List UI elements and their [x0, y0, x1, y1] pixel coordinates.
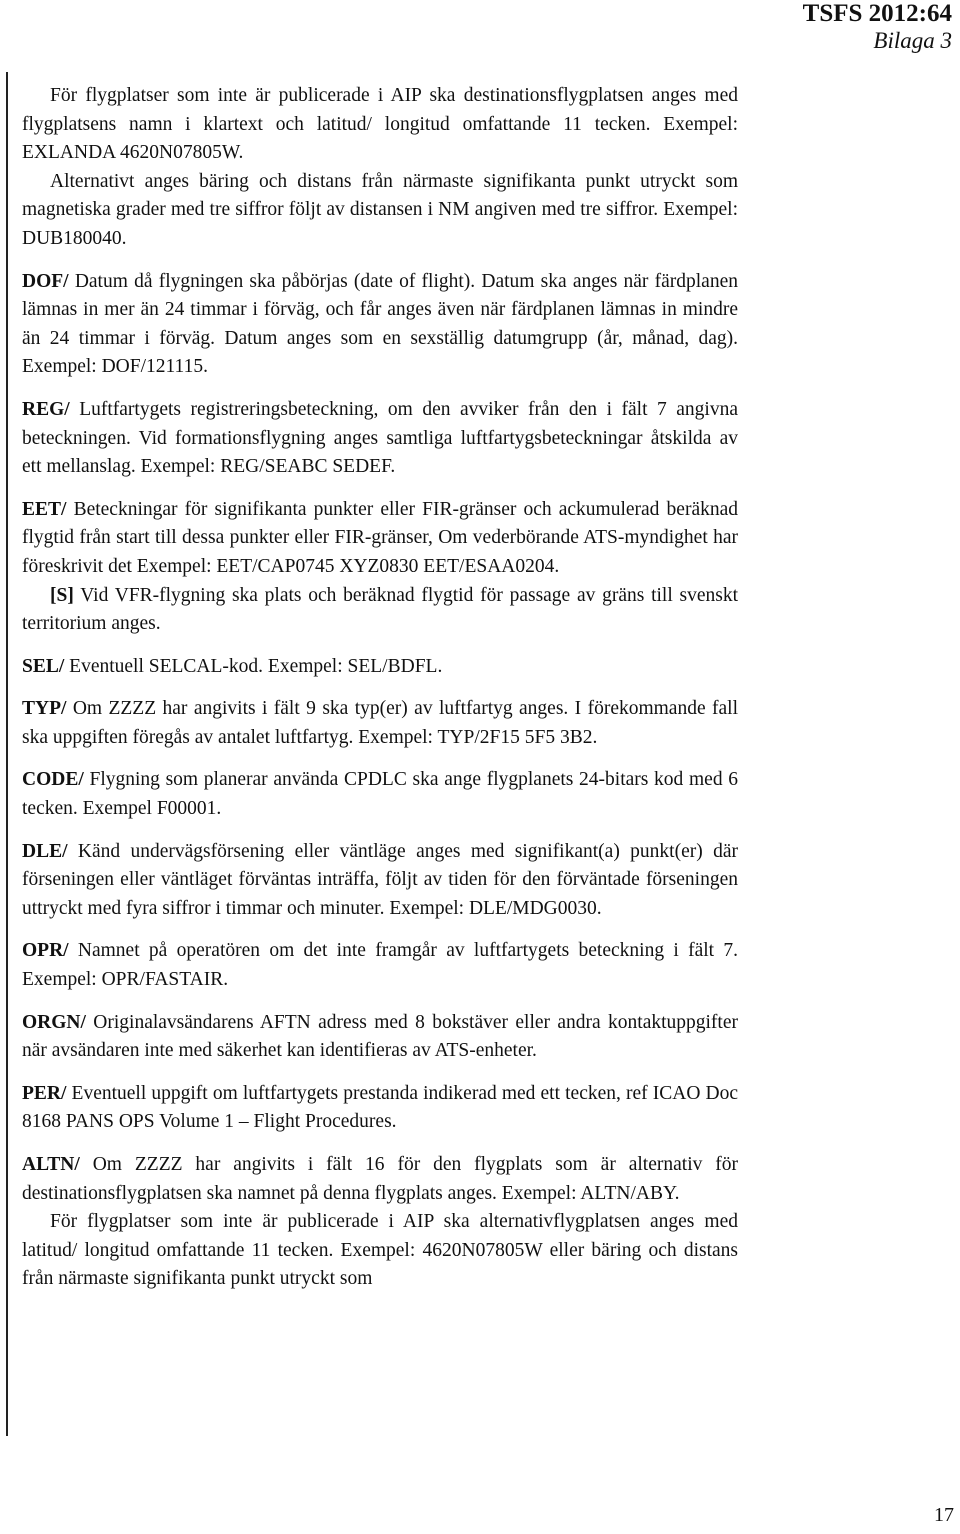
paragraph-text: Eventuell uppgift om luftfartygets prestanda indikerad med ett tecken, ref ICAO Doc 8168 PANS OPS Volume 1 – Flight Procedures.	[22, 1082, 739, 1133]
field-keyword: EET/	[22, 498, 67, 520]
paragraph	[22, 82, 738, 168]
paragraph-text: Känd undervägsförsening eller väntläge anges med signifikant(a) punkt(er) där förseningen eller väntläget förväntas inträffa, följt av tiden för den förväntade förseningen uttryckt med fyra siffror i timmar och minuter. Exempel: DLE/MDG0030.	[22, 840, 738, 919]
paragraph-text: Eventuell SELCAL-kod. Exempel: SEL/BDFL.	[69, 655, 443, 677]
paragraph-text: Luftfartygets registreringsbeteckning, om den avviker från den i fält 7 angivna beteckningen. Vid formationsflygning anges samtliga luftfartygsbeteckningar åtskilda av ett mellanslag. Exempel: REG/SEABC SEDEF.	[22, 398, 738, 478]
paragraph-text: För flygplatser som inte är publicerade i AIP ska destinationsflygplatsen anges med flygplatsens namn i klartext och latitud/ longitud omfattande 11 tecken. Exempel: EXLANDA 4620N07805W.	[22, 85, 738, 164]
field-keyword: REG/	[22, 398, 70, 420]
paragraph	[22, 838, 738, 924]
field-keyword: TYP/	[22, 698, 67, 720]
paragraph	[22, 937, 738, 994]
field-keyword: PER/	[22, 1082, 67, 1104]
field-keyword: DLE/	[22, 840, 68, 862]
paragraph-text: Originalavsändarens AFTN adress med 8 bokstäver eller andra kontaktuppgifter när avsändaren inte med säkerhet kan identifieras av ATS-enheter.	[22, 1011, 738, 1062]
paragraph	[22, 1080, 738, 1137]
paragraph-text: Vid VFR-flygning ska plats och beräknad flygtid för passage av gräns till svenskt territorium anges.	[22, 584, 738, 635]
field-keyword: ALTN/	[22, 1154, 80, 1175]
paragraph-text: För flygplatser som inte är publicerade i AIP ska alternativflygplatsen anges med latitud/ longitud omfattande 11 tecken. Exempel: 4620N07805W eller bäring och distans från närmaste signifikanta punkt utryckt som	[22, 1211, 738, 1290]
document-id: TSFS 2012:64	[802, 0, 952, 27]
field-keyword: SEL/	[22, 655, 65, 677]
paragraph	[22, 1208, 738, 1294]
paragraph-text: Om ZZZZ har angivits i fält 16 för den flygplats som är alternativ för destinationsflygplatsen ska namnet på denna flygplats anges. Exempel: ALTN/ABY.	[22, 1154, 738, 1204]
paragraph-text: Alternativt anges bäring och distans från närmaste signifikanta punkt utryckt som magnetiska grader med tre siffror följt av distansen i NM angiven med tre siffror. Exempel: DUB180040.	[22, 170, 738, 249]
field-keyword: OPR/	[22, 940, 69, 962]
paragraph	[22, 582, 738, 639]
annex-label: Bilaga 3	[873, 28, 952, 53]
paragraph	[22, 766, 738, 823]
page-number: 17	[934, 1504, 954, 1526]
paragraph	[22, 653, 738, 682]
paragraph	[22, 1151, 738, 1208]
paragraph	[22, 268, 738, 382]
field-keyword: CODE/	[22, 769, 84, 791]
document-body	[22, 82, 738, 1294]
paragraph	[22, 396, 738, 482]
change-bar	[6, 72, 8, 1436]
paragraph	[22, 496, 738, 582]
paragraph	[22, 1009, 738, 1066]
paragraph-text: Flygning som planerar använda CPDLC ska ange flygplanets 24-bitars kod med 6 tecken. Exempel F00001.	[22, 769, 739, 820]
paragraph-text: Beteckningar för signifikanta punkter eller FIR-gränser och ackumulerad beräknad flygtid från start till dessa punkter eller FIR-gränser, Om vederbörande ATS-myndighet har föreskrivit det Exempel: EET/CAP0745 XYZ0830 EET/ESAA0204.	[22, 498, 739, 577]
paragraph-text: Om ZZZZ har angivits i fält 9 ska typ(er) av luftfartyg anges. I förekommande fall ska uppgiften föregås av antalet luftfartyg. Exempel: TYP/2F15 5F5 3B2.	[22, 698, 739, 748]
paragraph	[22, 168, 738, 254]
field-keyword: [S]	[50, 584, 74, 606]
field-keyword: DOF/	[22, 270, 69, 292]
paragraph-text: Datum då flygningen ska påbörjas (date of flight). Datum ska anges när färdplanen lämnas in mer än 24 timmar i förväg, och får anges även när färdplanen lämnas in mindre än 24 timmar i förväg. Datum anges som en sexställig datumgrupp (år, månad, dag). Exempel: DOF/121115.	[22, 270, 738, 378]
paragraph-text: Namnet på operatören om det inte framgår av luftfartygets beteckning i fält 7. Exempel: OPR/FASTAIR.	[22, 940, 739, 991]
field-keyword: ORGN/	[22, 1011, 86, 1033]
paragraph	[22, 695, 738, 752]
